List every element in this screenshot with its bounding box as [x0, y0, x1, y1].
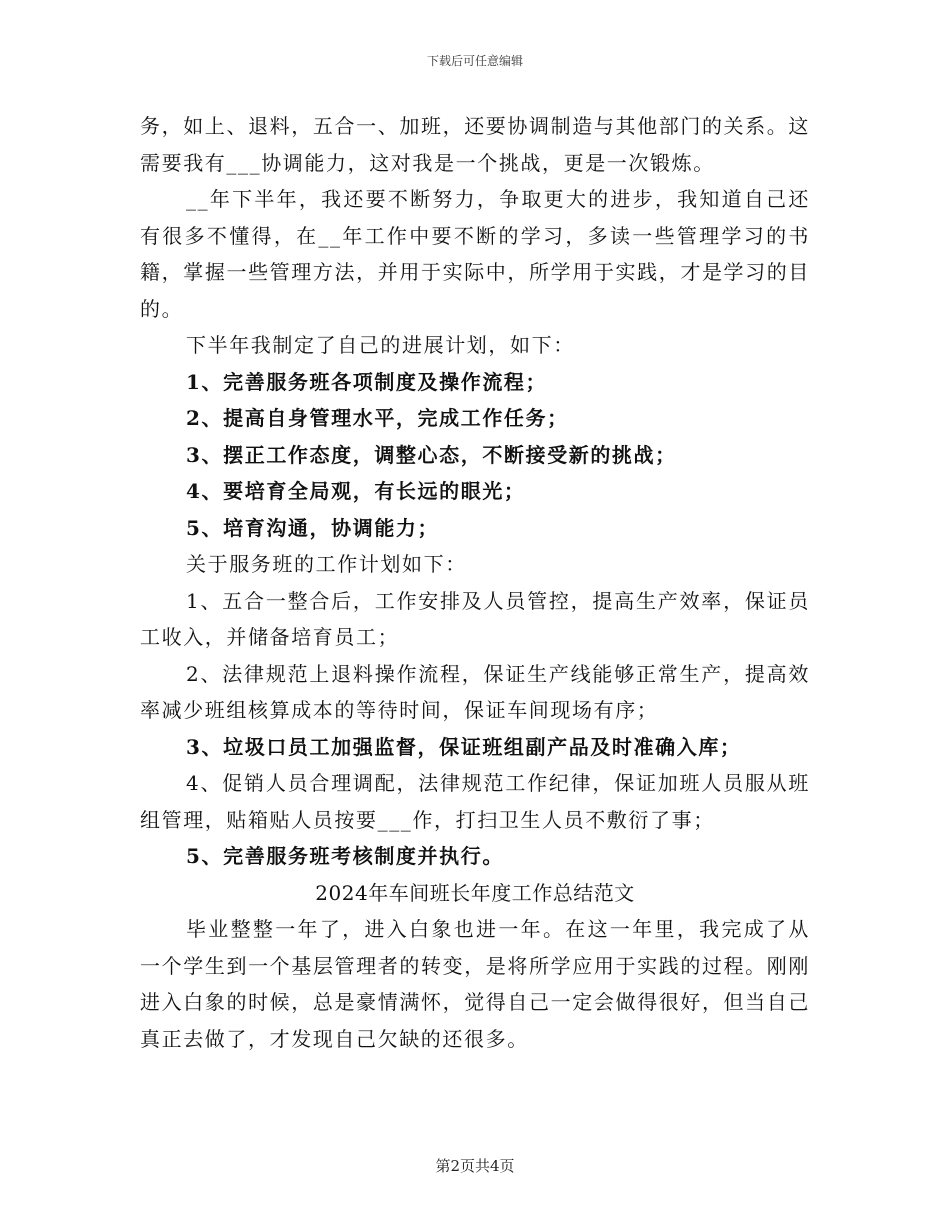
- paragraph-closing: 毕业整整一年了，进入白象也进一年。在这一年里，我完成了从一个学生到一个基层管理者的转变，是将所学应用于实践的过程。刚刚进入白象的时候，总是豪情满怀，觉得自己一定会做得很好，但当自己真正去做了，才发现自己欠缺的还很多。: [140, 917, 810, 1051]
- service-plan-item-2: 2、法律规范上退料操作流程，保证生产线能够正常生产，提高效率减少班组核算成本的等待时间，保证车间现场有序；: [140, 661, 810, 722]
- paragraph-plan-intro: 下半年我制定了自己的进展计划，如下：: [186, 333, 575, 357]
- service-plan-item-5: 5、完善服务班考核制度并执行。: [186, 844, 504, 868]
- plan-item-5: 5、培育沟通，协调能力；: [186, 515, 440, 540]
- paragraph-continuation: 务，如上、退料，五合一、加班，还要协调制造与其他部门的关系。这需要我有___协调能力，这对我是一个挑战，更是一次锻炼。: [140, 114, 810, 175]
- plan-item-2: 2、提高自身管理水平，完成工作任务；: [186, 406, 569, 430]
- service-plan-item-1: 1、五合一整合后，工作安排及人员管控，提高生产效率，保证员工收入，并储备培育员工；: [140, 588, 810, 649]
- section-title: 2024年车间班长年度工作总结范文: [315, 880, 635, 905]
- paragraph-next-half-year: __年下半年，我还要不断努力，争取更大的进步，我知道自己还有很多不懂得，在__年工作中要不断的学习，多读一些管理学习的书籍，掌握一些管理方法，并用于实际中，所学用于实践，才是学习的目的。: [140, 187, 810, 321]
- page-number: 第2页共4页: [435, 1157, 515, 1175]
- page-header-note: 下载后可任意编辑: [426, 54, 523, 68]
- service-plan-item-3: 3、垃圾口员工加强监督，保证班组副产品及时准确入库；: [186, 734, 742, 759]
- service-plan-item-4: 4、促销人员合理调配，法律规范工作纪律，保证加班人员服从班组管理，贴箱贴人员按要___作，打扫卫生人员不敷衍了事；: [140, 771, 810, 832]
- paragraph-service-plan-intro: 关于服务班的工作计划如下：: [186, 552, 467, 576]
- document-body: [140, 108, 810, 1057]
- plan-item-1: 1、完善服务班各项制度及操作流程；: [186, 369, 548, 394]
- plan-item-3: 3、摆正工作态度，调整心态，不断接受新的挑战；: [186, 442, 677, 467]
- plan-item-4: 4、要培育全局观，有长远的眼光；: [186, 479, 526, 503]
